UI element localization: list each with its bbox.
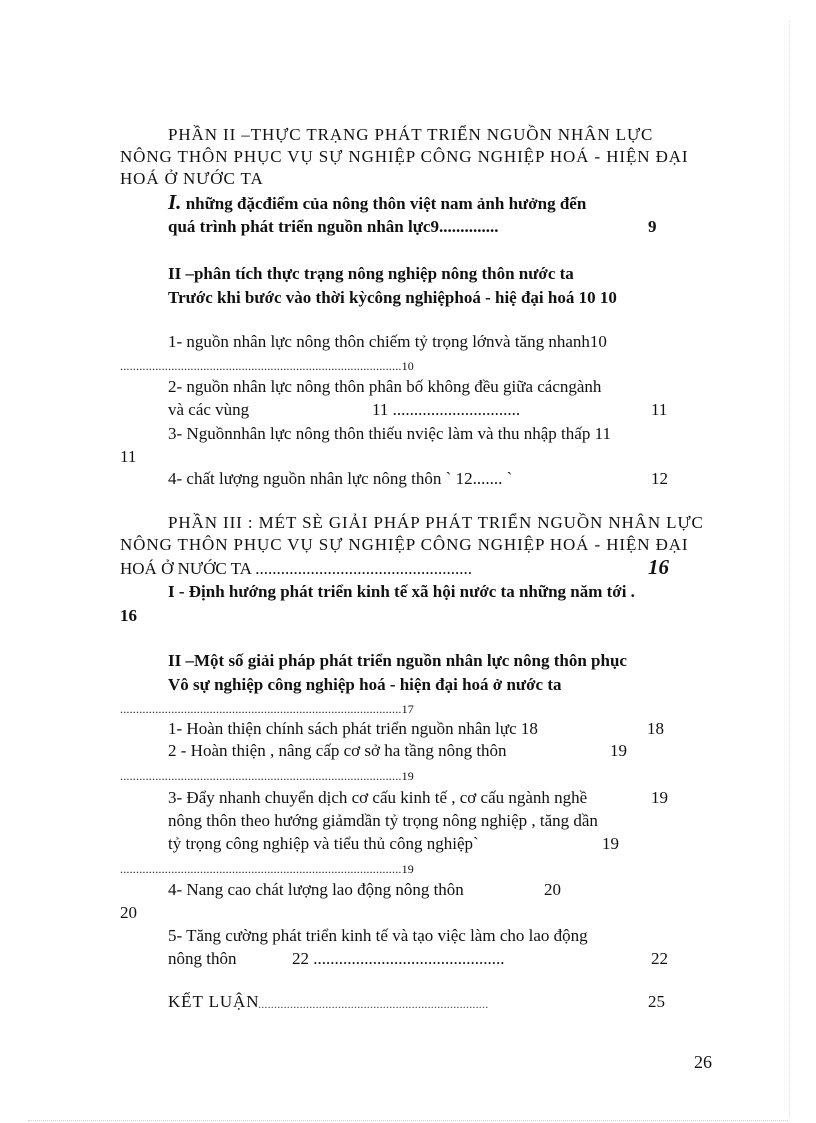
section-3-ii-line3: ........................................................................................17 <box>120 702 414 716</box>
item-2-page: 11 <box>651 400 668 419</box>
subitem-5-page: 22 <box>651 949 668 968</box>
item-2-line2a: và các vùng <box>168 400 250 419</box>
subitem-3-page-a: 19 <box>651 788 668 807</box>
subitem-4-line2: 20 <box>120 903 137 922</box>
subitem-2-line2: ........................................................................................19 <box>120 769 414 783</box>
subitem-5-line2a: nông thôn <box>168 949 237 968</box>
section-3-ii-line1: II –Một số giải pháp phát triển nguồn nhân lực nông thôn phục <box>168 651 627 670</box>
part3-page: 16 <box>648 555 669 579</box>
subitem-4-page-mid: 20 <box>544 880 561 899</box>
section-i-page: 9 <box>648 217 657 236</box>
subitem-5-line2b: 22 ............................................. <box>292 949 505 968</box>
item-4-page: 12 <box>651 469 668 488</box>
section-ii-line2: Trước khi bước vào thời kỳcông nghiệphoá - hiệ đại hoá 10 10 <box>168 288 617 307</box>
part3-title-line1: PHẦN III : MÉT SÈ GIẢI PHÁP PHÁT TRIỂN NGUỒN NHÂN LỰC <box>168 513 704 532</box>
subitem-3-line3: tỷ trọng công nghiệp và tiểu thủ công nghiệp` <box>168 834 479 853</box>
item-1-line2: ........................................................................................10 <box>120 359 414 373</box>
subitem-1-line1: 1- Hoàn thiện chính sách phát triển nguồn nhân lực 18 <box>168 719 538 738</box>
part3-title-line2: NÔNG THÔN PHỤC VỤ SỰ NGHIỆP CÔNG NGHIỆP HOÁ - HIỆN ĐẠI <box>120 535 689 554</box>
page-border-right <box>789 20 790 1117</box>
item-2-line2b: 11 .............................. <box>372 400 521 419</box>
section-ii-line1: II –phân tích thực trạng nông nghiệp nông thôn nước ta <box>168 264 574 283</box>
section-i-line1 <box>168 192 586 214</box>
section-3-i-line2: 16 <box>120 606 137 625</box>
section-3-i-line1: I - Định hướng phát triển kinh tế xã hội nước ta những năm tới . <box>168 582 635 601</box>
item-4-line1: 4- chất lượng nguồn nhân lực nông thôn ` 12....... ` <box>168 469 513 488</box>
item-1-line1: 1- nguồn nhân lực nông thôn chiếm tỷ trọng lớnvà tăng nhanh10 <box>168 332 607 351</box>
subitem-2-line1: 2 - Hoàn thiện , nâng cấp cơ sở ha tầng nông thôn <box>168 741 507 760</box>
section-i-title: những đặcđiểm của nông thôn việt nam ảnh hưởng đến <box>185 194 587 213</box>
item-2-line1: 2- nguồn nhân lực nông thôn phân bố không đều giữa cácngành <box>168 377 602 396</box>
part2-title-line2: NÔNG THÔN PHỤC VỤ SỰ NGHIỆP CÔNG NGHIỆP HOÁ - HIỆN ĐẠI <box>120 147 689 166</box>
section-3-ii-line2: Vô sự nghiệp công nghiệp hoá - hiện đại hoá ở nước ta <box>168 675 562 694</box>
section-i-line2: quá trình phát triển nguồn nhân lực9.............. <box>168 217 499 236</box>
part3-title-line3: HOÁ Ở NƯỚC TA ................................................... <box>120 559 472 578</box>
subitem-3-line4: ........................................................................................19 <box>120 862 414 876</box>
section-i-roman: I. <box>168 190 182 214</box>
conclusion-dots: ........................................................................ <box>258 997 489 1011</box>
subitem-3-line2: nông thôn theo hướng giảmdần tỷ trọng nông nghiệp , tăng dần <box>168 811 598 830</box>
subitem-5-line1: 5- Tăng cường phát triển kinh tế và tạo việc làm cho lao động <box>168 926 588 945</box>
item-3-line1: 3- Nguồnnhân lực nông thôn thiếu nviệc làm và thu nhập thấp 11 <box>168 424 611 443</box>
page-number: 26 <box>694 1052 712 1072</box>
conclusion-page: 25 <box>648 992 665 1011</box>
subitem-4-line1: 4- Nang cao chát lượng lao động nông thôn <box>168 880 464 899</box>
part2-title-line1: PHẦN II –THỰC TRẠNG PHÁT TRIỂN NGUỒN NHÂN LỰC <box>168 125 654 144</box>
subitem-1-page: 18 <box>647 719 664 738</box>
subitem-2-page-mid: 19 <box>610 741 627 760</box>
page-border-bottom <box>28 1120 788 1121</box>
subitem-3-line1: 3- Đẩy nhanh chuyển dịch cơ cấu kinh tế , cơ cấu ngành nghề <box>168 788 588 807</box>
item-3-line2: 11 <box>120 447 137 466</box>
part2-title-line3: HOÁ Ở NƯỚC TA <box>120 169 264 188</box>
conclusion-title: KẾT LUẬN <box>168 992 260 1011</box>
subitem-3-page-b: 19 <box>602 834 619 853</box>
